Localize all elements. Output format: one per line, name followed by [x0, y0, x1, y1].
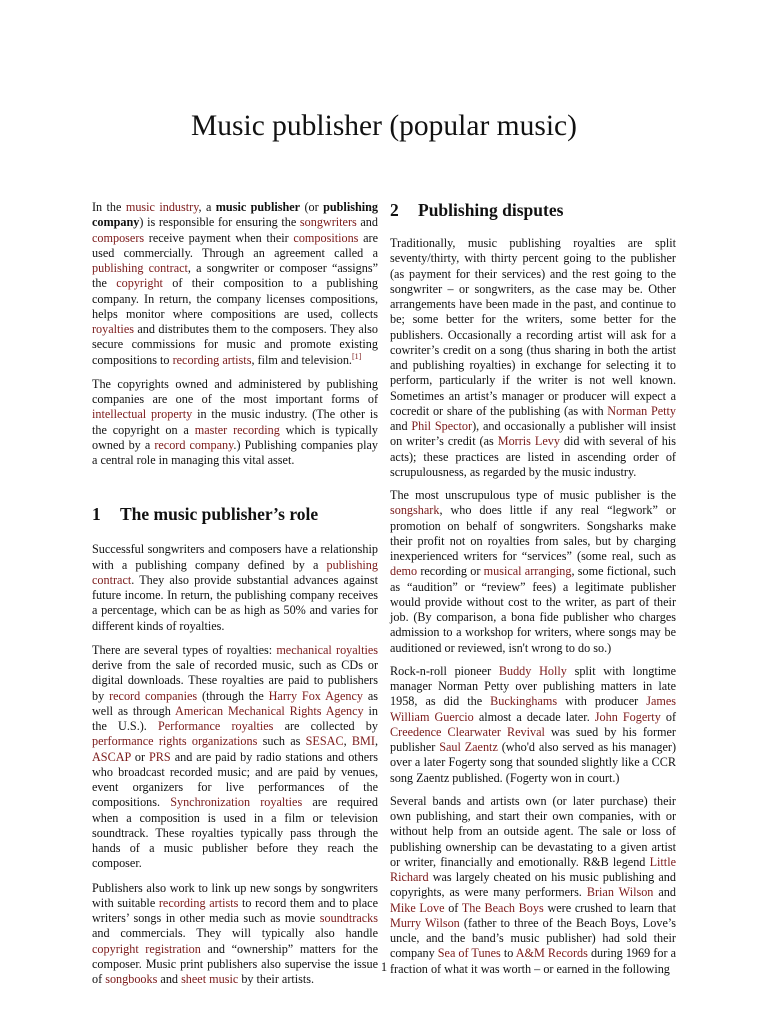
link-songshark[interactable]: songshark [390, 503, 440, 518]
link-murry-wilson[interactable]: Murry Wilson [390, 915, 460, 930]
reference-link[interactable]: [1] [351, 351, 362, 361]
section-2-paragraph-3: Rock-n-roll pioneer Buddy Holly split with longtime manager Norman Petty over publishing matters in late 1958, as did the Buckinghams with producer James William Guercio almost a decade later. John Fogerty of Creedence Clearwater Revival was sued by his former publisher Saul Zaentz (who'd also served as his manager) over a later Fogerty song that sounded slightly like a CCR song Zaentz published. (Fogerty won in court.) [390, 663, 677, 785]
link-james-william-guercio[interactable]: James William Guercio [390, 694, 676, 724]
link-performance-royalties[interactable]: Performance royalties [158, 719, 274, 733]
section-1-heading: 1 The music publisher’s role [92, 504, 319, 525]
section-number: 1 [92, 504, 101, 525]
link-copyright-registration[interactable]: copyright registration [92, 941, 201, 956]
link-creedence-clearwater-revival[interactable]: Creedence Clearwater Revival [390, 724, 545, 739]
page-number: 1 [380, 960, 388, 974]
link-mike-love[interactable]: Mike Love [390, 900, 445, 915]
link-demo[interactable]: demo [390, 564, 418, 579]
bold-term: music publisher [215, 200, 301, 214]
link-performance-rights-organizations[interactable]: performance rights organizations [92, 734, 258, 749]
link-recording-artists[interactable]: recording artists [172, 352, 252, 367]
intro-paragraph-2: The copyrights owned and administered by publishing companies are one of the most important forms of intellectual property in the music industry. (The other is the copyright on a master recording which is typically owned by a record company.) Publishing companies play a central role in managing this vital asset. [92, 376, 379, 467]
bold-term: publishing company [92, 200, 378, 230]
link-royalties[interactable]: royalties [92, 322, 134, 336]
link-am-records[interactable]: A&M Records [515, 946, 588, 961]
link-brian-wilson[interactable]: Brian Wilson [586, 885, 654, 900]
intro-paragraph-1: In the music industry, a music publisher (or publishing company) is responsible for ensuring the songwriters and composers receive payment when their compositions are used commercially. Through an agreement called a publishing contract, a songwriter or composer “assigns” the copyright of their composition to a publishing company. In return, the company licenses compositions, helps monitor where compositions are used, collects royalties and distributes them to the composers. They also secure commissions for music and promote existing compositions to recording artists, film and television.[1] [92, 200, 378, 367]
link-john-fogerty[interactable]: John Fogerty [594, 709, 661, 724]
link-saul-zaentz[interactable]: Saul Zaentz [439, 740, 498, 754]
right-column [390, 200, 676, 985]
link-phil-spector[interactable]: Phil Spector [411, 419, 473, 433]
link-compositions[interactable]: compositions [293, 230, 359, 245]
link-copyright[interactable]: copyright [116, 276, 163, 291]
link-record-company[interactable]: record company [154, 437, 234, 452]
link-little-richard[interactable]: Little Richard [390, 854, 676, 884]
left-column [92, 200, 378, 996]
link-bmi[interactable]: BMI [351, 734, 375, 749]
link-prs[interactable]: PRS [149, 749, 171, 764]
link-buddy-holly[interactable]: Buddy Holly [498, 663, 567, 678]
section-1-paragraph-2: There are several types of royalties: mechanical royalties derive from the sale of recorded music, such as CDs or digital downloads. These royalties are paid to publishers by record companies (through the Harry Fox Agency as well as through American Mechanical Rights Agency in the U.S.). Performance royalties are collected by performance rights organizations such as SESAC, BMI, ASCAP or PRS and are paid by radio stations and others who broadcast recorded music; and are paid by venues, event organizers for live performances of the compositions. Synchronization royalties are required when a composition is used in a film or television soundtrack. These royalties typically pass through the hands of a music publisher before they reach the composer. [92, 642, 379, 871]
link-the-beach-boys[interactable]: The Beach Boys [461, 900, 544, 915]
link-mechanical-royalties[interactable]: mechanical royalties [276, 642, 378, 657]
section-2-paragraph-1: Traditionally, music publishing royalties are split seventy/thirty, with thirty percent going to the publisher (as payment for their services) and the rest going to the songwriter – or songwriters, as the case may be. Other arrangements have been made in the past, and continue to be; some better for the writers, some better for the publishers. Occasionally a recording artist will ask for a cowriter’s credit on a song (thus sharing in both the artist and publishing royalties) in exchange for selecting it to perform, particularly if the writer is not well known. Sometimes an artist’s manager or producer will expect a cocredit or share of the publishing (as with Norman Petty and Phil Spector), and occasionally a publisher will insist on writer’s credit (as Morris Levy did with several of his acts); these practices are listed in ascending order of scrupulousness, as regarded by the music industry. [390, 236, 676, 479]
link-songwriters[interactable]: songwriters [299, 215, 357, 230]
link-intellectual-property[interactable]: intellectual property [92, 407, 193, 422]
link-musical-arranging[interactable]: musical arranging [483, 564, 572, 579]
link-master-recording[interactable]: master recording [194, 422, 280, 437]
link-recording-artists[interactable]: recording artists [158, 895, 239, 910]
link-sheet-music[interactable]: sheet music [181, 972, 239, 986]
link-publishing-contract[interactable]: publishing contract [92, 557, 378, 587]
link-publishing-contract[interactable]: publishing contract [92, 261, 188, 275]
link-record-companies[interactable]: record companies [109, 688, 198, 703]
link-songbooks[interactable]: songbooks [105, 972, 158, 986]
link-harry-fox-agency[interactable]: Harry Fox Agency [268, 688, 363, 703]
link-ascap[interactable]: ASCAP [92, 749, 131, 764]
section-2-heading: 2 Publishing disputes [390, 200, 564, 220]
link-music-industry[interactable]: music industry [125, 200, 199, 214]
section-2-paragraph-4: Several bands and artists own (or later purchase) their own publishing, and start their own companies, with or without help from an outside agent. The sale or loss of publishing ownership can be devastating to a given artist or writer, financially and emotionally. R&B legend Little Richard was largely cheated on his music publishing and copyrights, as were many performers. Brian Wilson and Mike Love of The Beach Boys were crushed to learn that Murry Wilson (father to three of the Beach Boys, Love’s uncle, and the band’s music publisher) had sold their company Sea of Tunes to A&M Records during 1969 for a fraction of what it was worth – or earned in the following [390, 793, 676, 976]
section-1-paragraph-1: Successful songwriters and composers have a relationship with a publishing company defined by a publishing contract. They also provide substantial advances against future income. In return, the publishing company receives a percentage, which can be as high as 50% and varies for different kinds of royalties. [92, 542, 378, 633]
section-number: 2 [390, 200, 399, 220]
link-buckinghams[interactable]: Buckinghams [490, 694, 558, 709]
page-title: Music publisher (popular music) [191, 110, 577, 142]
link-american-mechanical-rights-agency[interactable]: American Mechanical Rights Agency [175, 703, 364, 718]
link-soundtracks[interactable]: soundtracks [319, 911, 378, 925]
section-1-paragraph-3: Publishers also work to link up new songs by songwriters with suitable recording artists to record them and to place writers’ songs in other media such as movie soundtracks and commercials. They will typically also handle copyright registration and “ownership” matters for the composer. Music print publishers also supervise the issue of songbooks and sheet music by their artists. [92, 880, 378, 986]
link-morris-levy[interactable]: Morris Levy [497, 434, 560, 449]
link-composers[interactable]: composers [92, 230, 145, 245]
link-sea-of-tunes[interactable]: Sea of Tunes [437, 946, 501, 961]
link-norman-petty[interactable]: Norman Petty [607, 403, 676, 418]
link-synchronization-royalties[interactable]: Synchronization royalties [170, 795, 303, 810]
link-sesac[interactable]: SESAC [305, 734, 344, 749]
section-2-paragraph-2: The most unscrupulous type of music publisher is the songshark, who does little if any real “legwork” or promotion on behalf of songwriters. Songsharks make their profit not on royalties from sales, but by charging inexperienced writers for “services” (some real, such as demo recording or musical arranging, some fictional, such as “audition” or “review” fees) a legitimate publisher would provide without cost to the writer, as part of their job. (By comparison, a bona fide publisher who charges admission to a workshop for writers, where songs may be auditioned or reviewed, isn't wrong to do so.) [390, 488, 676, 655]
